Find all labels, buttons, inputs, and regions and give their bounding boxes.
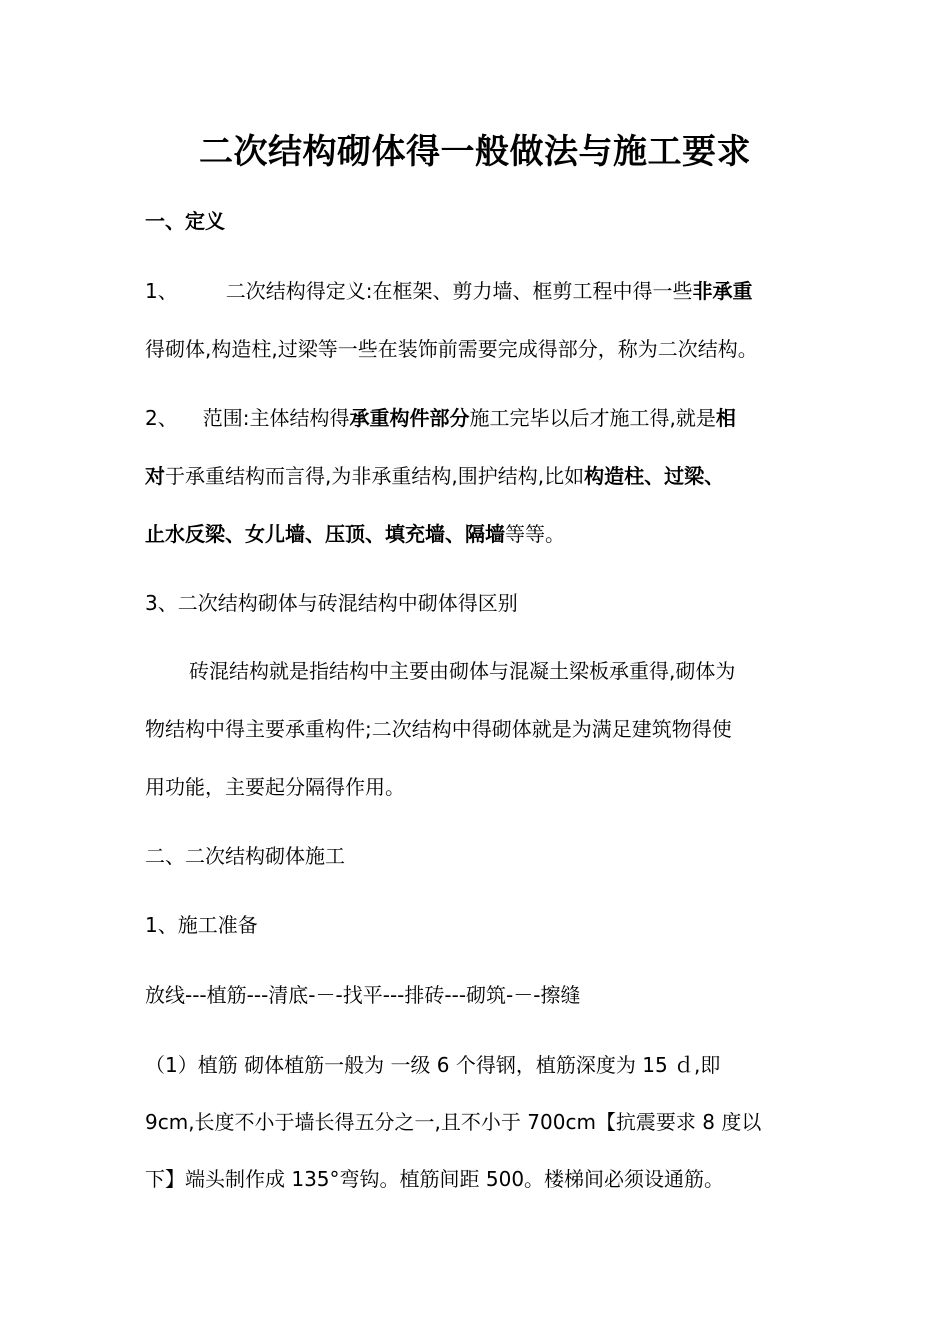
item-1-line-1 <box>145 276 752 306</box>
item-2-text-i: 等等。 <box>505 522 565 546</box>
item-3-heading-text: 3、二次结构砌体与砖混结构中砌体得区别 <box>145 591 518 615</box>
item-2-text-a: 范围:主体结构得 <box>202 406 350 430</box>
subsection-1-heading <box>145 910 258 940</box>
rebar-paragraph-line-2 <box>145 1107 761 1137</box>
item-1-text-a: 二次结构得定义:在框架、剪力墙、框剪工程中得一些 <box>225 279 693 303</box>
item-2-text-bold-h: 止水反梁、女儿墙、压顶、填充墙、隔墙 <box>145 522 505 546</box>
item-2-text-bold-g: 构造柱、过梁、 <box>584 464 725 488</box>
item-2-line-1 <box>145 403 736 433</box>
document-title: 二次结构砌体得一般做法与施工要求 <box>199 132 751 172</box>
item-3-paragraph-text-3: 用功能，主要起分隔得作用。 <box>145 775 405 799</box>
section-2-heading <box>145 841 345 871</box>
item-3-paragraph-line-3 <box>145 772 405 802</box>
section-1-heading-text: 一、定义 <box>145 209 225 233</box>
item-3-paragraph-line-2 <box>145 714 732 744</box>
rebar-text-2: 9cm,长度不小于墙长得五分之一,且不小于 700cm【抗震要求 8 度以 <box>145 1110 762 1134</box>
rebar-text-3: 下】端头制作成 135°弯钩。植筋间距 500。楼梯间必须设通筋。 <box>145 1167 725 1191</box>
item-2-text-bold-d: 相 <box>715 406 736 430</box>
rebar-text-1: （1）植筋 砌体植筋一般为 一级 6 个得钢，植筋深度为 15 ｄ,即 <box>145 1053 721 1077</box>
process-flow-text: 放线---植筋---清底-－-找平---排砖---砌筑-－-擦缝 <box>145 983 581 1007</box>
item-1-text-bold: 非承重 <box>692 279 753 303</box>
item-2-line-3 <box>145 519 565 549</box>
item-3-paragraph-text-1: 砖混结构就是指结构中主要由砌体与混凝土梁板承重得,砌体为 <box>189 659 736 683</box>
item-2-text-f: 于承重结构而言得,为非承重结构,围护结构,比如 <box>165 464 585 488</box>
rebar-paragraph-line-3 <box>145 1164 724 1194</box>
item-1-line-2 <box>145 334 758 364</box>
item-3-paragraph-text-2: 物结构中得主要承重构件;二次结构中得砌体就是为满足建筑物得使 <box>145 717 732 741</box>
item-3-paragraph-line-1 <box>189 656 735 686</box>
process-flow <box>145 980 580 1010</box>
item-2-number: 2、 <box>145 406 178 430</box>
item-2-text-c: 施工完毕以后才施工得,就是 <box>469 406 716 430</box>
item-2-line-2 <box>145 461 724 491</box>
section-1-heading <box>145 206 225 236</box>
section-2-heading-text: 二、二次结构砌体施工 <box>145 844 345 868</box>
subsection-1-heading-text: 1、施工准备 <box>145 913 258 937</box>
item-1-number: 1、 <box>145 279 178 303</box>
item-2-text-bold-a: 承重构件部分 <box>349 406 470 430</box>
item-2-text-bold-e: 对 <box>145 464 165 488</box>
item-3-heading <box>145 588 518 618</box>
rebar-paragraph-line-1 <box>145 1050 720 1080</box>
item-1-text-line-2: 得砌体,构造柱,过梁等一些在装饰前需要完成得部分，称为二次结构。 <box>145 337 758 361</box>
